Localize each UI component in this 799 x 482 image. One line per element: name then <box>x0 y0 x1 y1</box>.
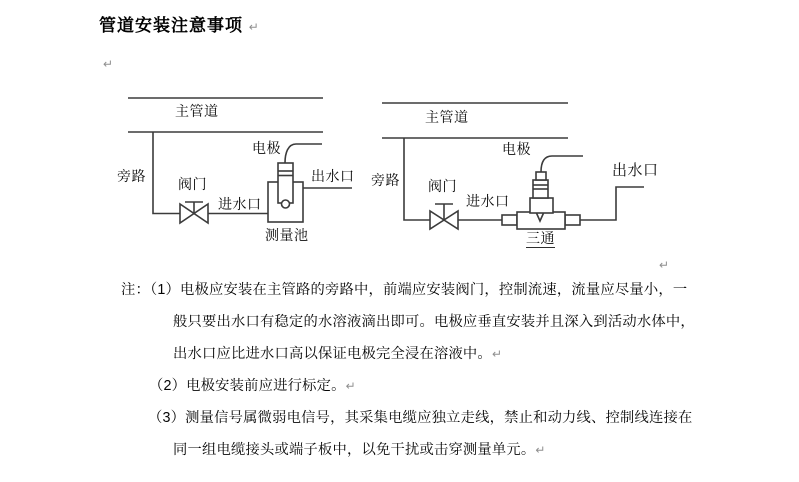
diagram-tee-installation <box>382 103 644 229</box>
tee-left-nub <box>502 215 517 225</box>
electrode-cap <box>536 172 546 180</box>
electrode-mount <box>530 198 553 213</box>
label-inlet: 进水口 <box>466 193 510 209</box>
label-bypass: 旁路 <box>117 168 146 184</box>
tee-right-nub <box>565 215 580 225</box>
note-line <box>121 282 687 298</box>
electrode-tip-bulb <box>282 200 290 208</box>
note-line <box>148 410 693 426</box>
label-electrode: 电极 <box>252 140 281 156</box>
paragraph-mark-icon: ↵ <box>659 258 670 272</box>
label-main-pipe: 主管道 <box>425 109 469 125</box>
label-valve: 阀门 <box>428 178 457 194</box>
note-line <box>173 314 695 330</box>
label-bypass: 旁路 <box>371 172 400 188</box>
electrode-cable-line <box>285 144 322 163</box>
label-outlet: 出水口 <box>311 168 355 184</box>
valve-symbol <box>430 204 458 229</box>
bypass-pipe-line <box>153 132 180 214</box>
page-title-text: 管道安装注意事项 <box>99 16 243 35</box>
bypass-pipe-line <box>404 138 430 220</box>
label-main-pipe: 主管道 <box>175 103 219 119</box>
paragraph-mark-icon: ↵ <box>248 20 260 34</box>
paragraph-mark-icon: ↵ <box>491 347 503 361</box>
note-line <box>173 346 502 362</box>
label-inlet: 进水口 <box>218 196 262 212</box>
valve-symbol <box>180 202 208 223</box>
note-text: （2）电极安装前应进行标定。 <box>149 378 346 394</box>
note-line <box>173 442 546 458</box>
paragraph-mark-icon: ↵ <box>535 443 546 457</box>
label-tee-fitting: 三通 <box>526 230 555 246</box>
electrode-cable-line <box>541 156 583 172</box>
label-electrode: 电极 <box>502 141 531 157</box>
paragraph-mark-icon: ↵ <box>345 379 356 393</box>
note-text: 同一组电缆接头或端子板中，以免干扰或击穿测量单元。 <box>173 442 536 458</box>
label-valve: 阀门 <box>178 176 207 192</box>
electrode-body <box>278 163 293 203</box>
paragraph-mark-icon: ↵ <box>103 57 114 71</box>
note-text: 出水口应比进水口高以保证电极完全浸在溶液中。 <box>173 346 492 362</box>
note-text: （3）测量信号属微弱电信号，其采集电缆应独立走线，禁止和动力线、控制线连接在 <box>148 410 693 426</box>
note-text: 般只要出水口有稳定的水溶液滴出即可。电极应垂直安装并且深入到活动水体中， <box>173 314 695 330</box>
outlet-pipe-line <box>580 187 644 220</box>
label-measurement-vessel: 测量池 <box>265 227 309 243</box>
note-text: 注：（1）电极应安装在主管路的旁路中，前端应安装阀门，控制流速，流量应尽量小，一 <box>121 282 688 298</box>
note-line <box>149 378 356 394</box>
label-outlet: 出水口 <box>612 162 659 179</box>
